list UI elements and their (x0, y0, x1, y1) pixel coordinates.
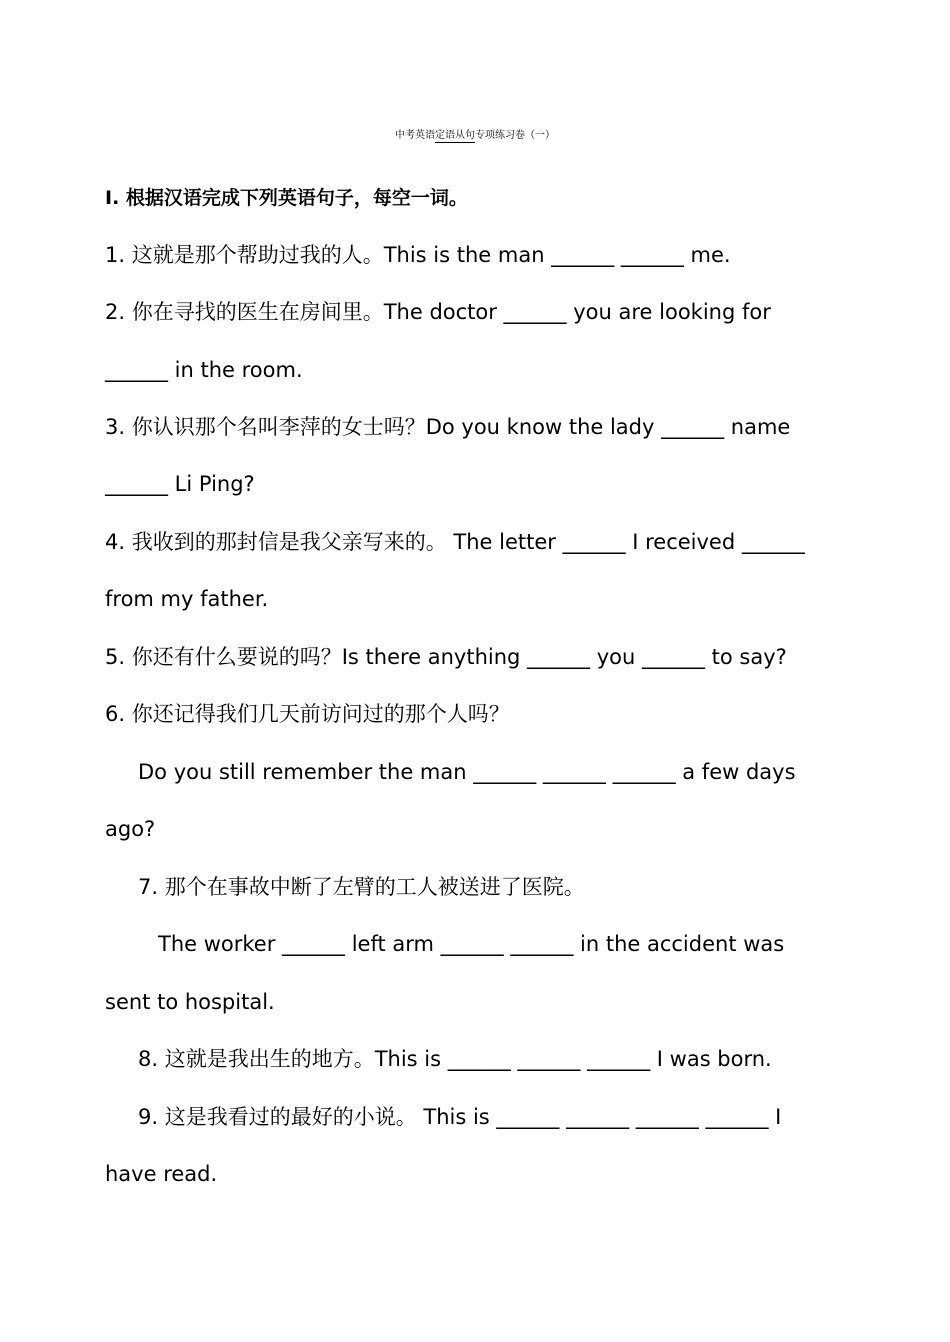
question-2-line: 2. 你在寻找的医生在房间里。The doctor ______ you are looking for (105, 300, 771, 324)
question-7-chinese: 7. 那个在事故中断了左臂的工人被送进了医院。 (138, 875, 585, 899)
question-9-continuation: have read. (105, 1162, 218, 1186)
question-4-continuation: from my father. (105, 587, 269, 611)
question-1-line: 1. 这就是那个帮助过我的人。This is the man ______ ______ me. (105, 243, 731, 267)
title-prefix: 中考英语 (395, 130, 435, 141)
question-5-line: 5. 你还有什么要说的吗？Is there anything ______ you ______ to say? (105, 645, 787, 669)
question-8-line: 8. 这就是我出生的地方。This is ______ ______ ______ I was born. (138, 1047, 772, 1071)
question-6-chinese: 6. 你还记得我们几天前访问过的那个人吗？ (105, 702, 510, 726)
question-6-continuation: ago? (105, 817, 156, 841)
question-6-english: Do you still remember the man ______ ______ ______ a few days (138, 760, 796, 784)
title-underlined-term: 定语从句 (435, 130, 475, 141)
question-3-continuation: ______ Li Ping? (105, 472, 255, 496)
question-2-continuation: ______ in the room. (105, 358, 303, 382)
document-title (0, 116, 950, 156)
section-heading: Ⅰ. 根据汉语完成下列英语句子，每空一词。 (105, 187, 468, 209)
question-4-line: 4. 我收到的那封信是我父亲写来的。 The letter ______ I received ______ (105, 530, 805, 554)
question-7-english: The worker ______ left arm ______ ______ in the accident was (158, 932, 785, 956)
question-3-line: 3. 你认识那个名叫李萍的女士吗？Do you know the lady ______ name (105, 415, 791, 439)
question-9-line: 9. 这是我看过的最好的小说。 This is ______ ______ ______ ______ I (138, 1105, 782, 1129)
title-suffix: 专项练习卷（一） (475, 130, 555, 141)
question-7-continuation: sent to hospital. (105, 990, 275, 1014)
